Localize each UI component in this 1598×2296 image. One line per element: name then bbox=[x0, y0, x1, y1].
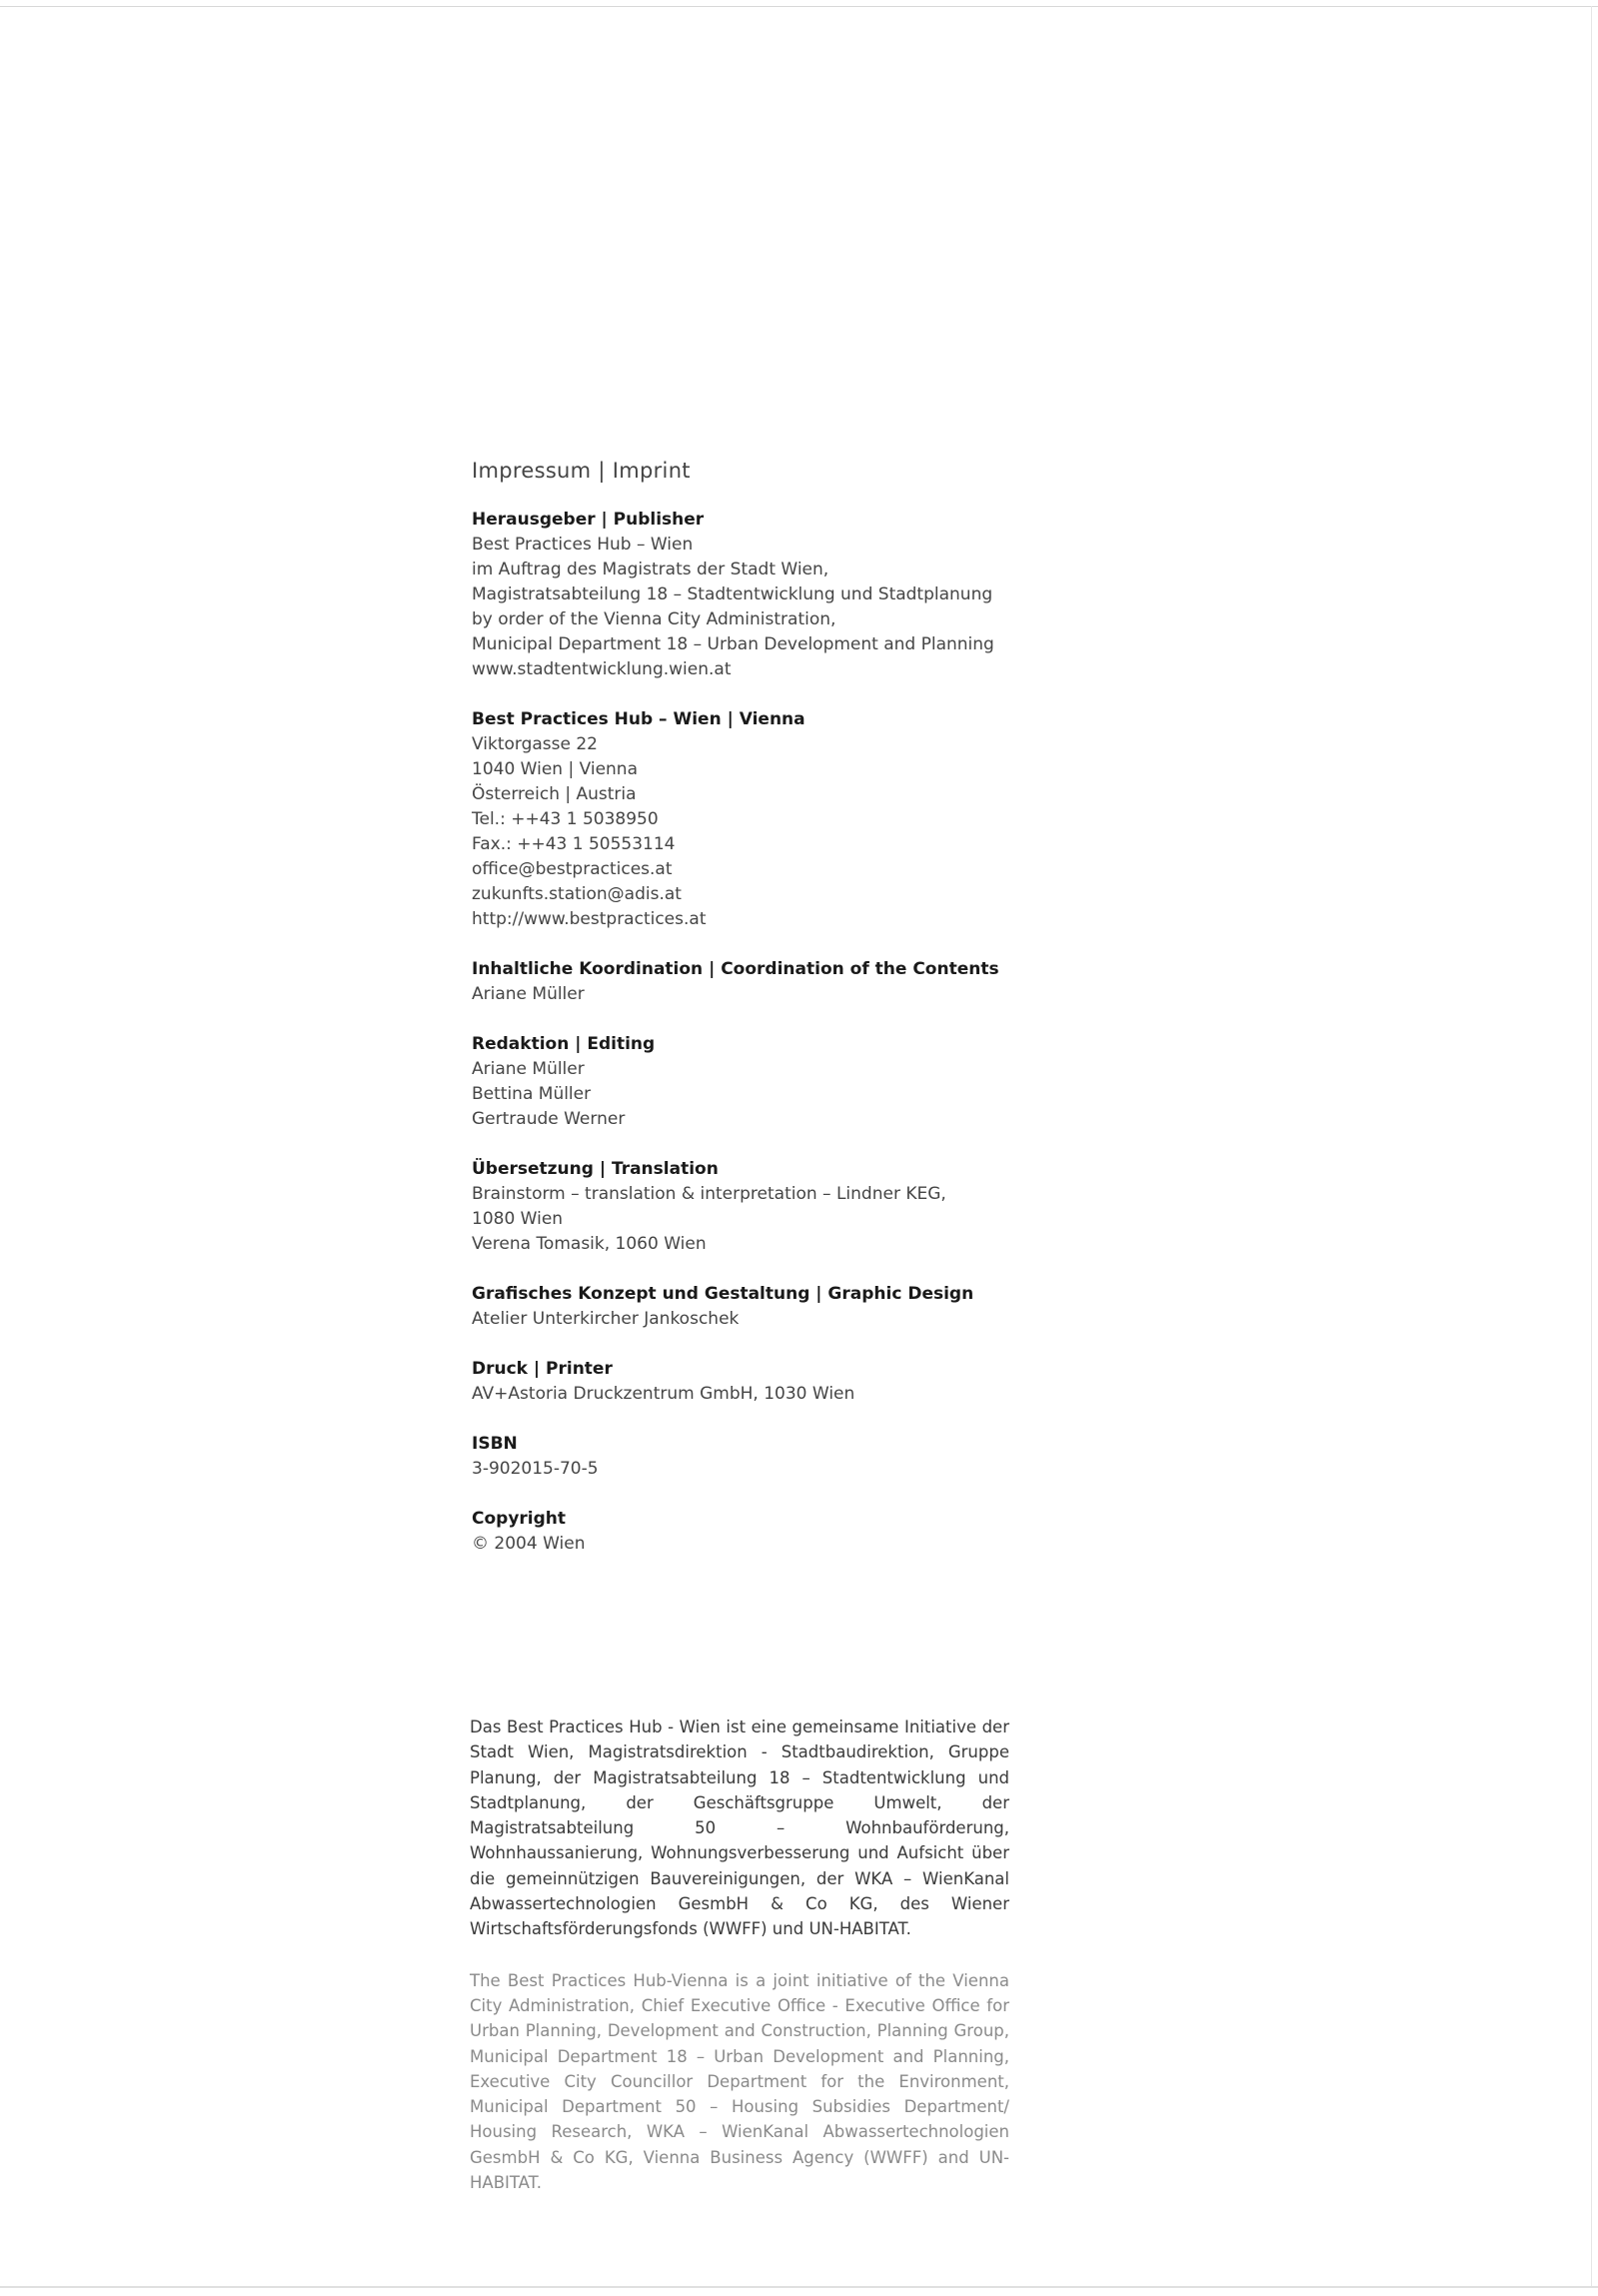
initiative-paragraph-german: Das Best Practices Hub - Wien ist eine gemeinsame Initiative der Stadt Wien, Magistratsdirektion - Stadtbaudirektion, Gruppe Planung, der Magistratsabteilung 18 – Stadtentwicklung und Stadtplanung, der Geschäftsgruppe Umwelt, der Magistratsabteilung 50 – Wohnbauförderung, Wohnhaussanierung, Wohnungsverbesserung und Aufsicht über die gemeinnützigen Bauvereinigungen, der WKA – WienKanal Abwassertechnologien GesmbH & Co KG, des Wiener Wirtschaftsförderungsfonds (WWFF) und UN-HABITAT. bbox=[470, 1718, 1009, 1939]
section-line: Österreich | Austria bbox=[472, 784, 637, 804]
section-line: Best Practices Hub – Wien bbox=[472, 535, 694, 555]
section-editing bbox=[472, 1032, 1031, 1132]
section-coordination bbox=[472, 957, 1031, 1007]
section-isbn bbox=[472, 1432, 1031, 1482]
section-line: Viktorgasse 22 bbox=[472, 734, 598, 754]
section-line: 1080 Wien bbox=[472, 1209, 564, 1229]
email-link[interactable]: zukunfts.station@adis.at bbox=[472, 884, 682, 904]
initiative-paragraph-english: The Best Practices Hub-Vienna is a joint initiative of the Vienna City Administration, Chief Executive Office - Executive Office for Urban Planning, Development and Construction, Planning Group, Municipal Department 18 – Urban Development and Planning, Executive City Councillor Department for the Environment, Municipal Department 50 – Housing Subsidies Department/ Housing Research, WKA – WienKanal Abwassertechnologien GesmbH & Co KG, Vienna Business Agency (WWFF) and UN-HABITAT. bbox=[470, 1970, 1009, 2193]
section-line: Bettina Müller bbox=[472, 1084, 592, 1104]
section-line: Atelier Unterkircher Jankoschek bbox=[472, 1309, 740, 1329]
section-heading: Redaktion | Editing bbox=[472, 1034, 656, 1054]
section-line: Municipal Department 18 – Urban Development and Planning bbox=[472, 634, 994, 654]
section-line: Ariane Müller bbox=[472, 1059, 585, 1079]
section-copyright bbox=[472, 1507, 1031, 1557]
initiative-block bbox=[470, 1715, 1009, 2195]
phone-number: Tel.: ++43 1 5038950 bbox=[472, 809, 659, 829]
page-edge-right bbox=[1591, 6, 1592, 2288]
section-heading: ISBN bbox=[472, 1434, 518, 1454]
section-line: Brainstorm – translation & interpretation – Lindner KEG, bbox=[472, 1184, 946, 1204]
page-edge-top bbox=[0, 6, 1598, 7]
section-line: 1040 Wien | Vienna bbox=[472, 759, 638, 779]
copyright-value: © 2004 Wien bbox=[472, 1534, 586, 1554]
section-graphic-design bbox=[472, 1282, 1031, 1332]
section-line: Ariane Müller bbox=[472, 984, 585, 1004]
email-link[interactable]: office@bestpractices.at bbox=[472, 859, 673, 879]
section-heading: Inhaltliche Koordination | Coordination of the Contents bbox=[472, 959, 999, 979]
section-line: Verena Tomasik, 1060 Wien bbox=[472, 1234, 707, 1254]
website-link[interactable]: http://www.bestpractices.at bbox=[472, 909, 707, 929]
section-printer bbox=[472, 1357, 1031, 1407]
section-line: Gertraude Werner bbox=[472, 1109, 626, 1129]
section-publisher bbox=[472, 508, 1031, 682]
section-line: AV+Astoria Druckzentrum GmbH, 1030 Wien bbox=[472, 1384, 855, 1404]
section-heading: Druck | Printer bbox=[472, 1359, 613, 1379]
section-heading: Übersetzung | Translation bbox=[472, 1159, 719, 1179]
fax-number: Fax.: ++43 1 50553114 bbox=[472, 834, 676, 854]
website-link[interactable]: www.stadtentwicklung.wien.at bbox=[472, 659, 732, 679]
page-title: Impressum | Imprint bbox=[472, 459, 691, 483]
section-heading: Copyright bbox=[472, 1509, 567, 1529]
section-translation bbox=[472, 1157, 1031, 1257]
section-line: im Auftrag des Magistrats der Stadt Wien, bbox=[472, 560, 829, 579]
section-heading: Best Practices Hub – Wien | Vienna bbox=[472, 709, 805, 729]
section-heading: Herausgeber | Publisher bbox=[472, 510, 705, 530]
section-address bbox=[472, 707, 1031, 932]
section-heading: Grafisches Konzept und Gestaltung | Graphic Design bbox=[472, 1284, 974, 1304]
section-line: Magistratsabteilung 18 – Stadtentwicklung und Stadtplanung bbox=[472, 584, 993, 604]
page-edge-bottom bbox=[0, 2286, 1598, 2288]
imprint-block bbox=[472, 456, 1031, 1582]
isbn-value: 3-902015-70-5 bbox=[472, 1459, 599, 1479]
section-line: by order of the Vienna City Administration, bbox=[472, 609, 836, 629]
